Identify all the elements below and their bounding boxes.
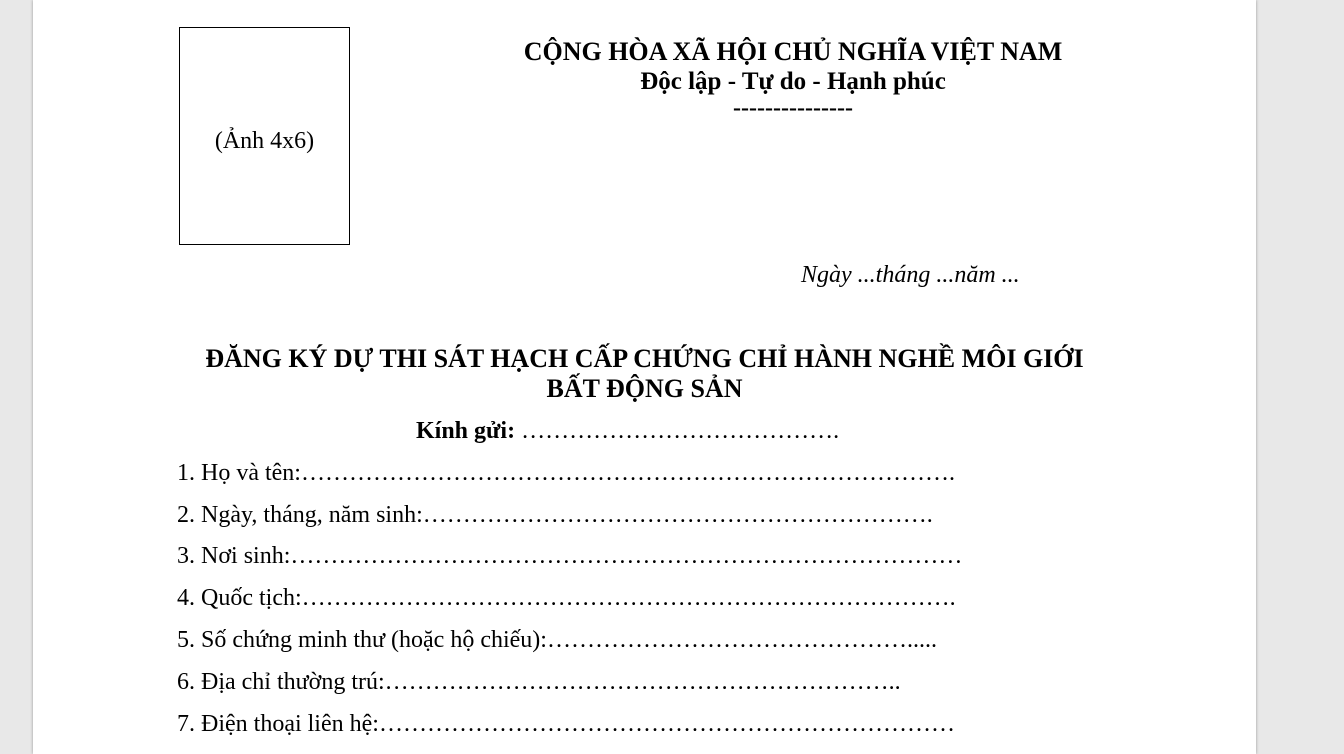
national-motto: Độc lập - Tự do - Hạnh phúc [640,68,946,95]
document-page [33,0,1256,754]
field-permanent-address[interactable]: 6. Địa chỉ thường trú:……………………………………………………….. [177,669,901,695]
date-line: Ngày ...tháng ...năm ... [801,262,1020,288]
form-title-line-1: ĐĂNG KÝ DỰ THI SÁT HẠCH CẤP CHỨNG CHỈ HÀNH NGHỀ MÔI GIỚI [205,344,1084,373]
photo-placeholder-box [179,27,350,245]
form-title-line-2: BẤT ĐỘNG SẢN [546,374,743,403]
recipient-line [416,418,839,445]
field-nationality[interactable]: 4. Quốc tịch:………………………………………………………………………. [177,585,956,611]
field-phone[interactable]: 7. Điện thoại liên hệ:……………………………………………………………… [177,711,955,737]
field-id-number[interactable]: 5. Số chứng minh thư (hoặc hộ chiếu):………………………………………..... [177,627,937,653]
field-full-name[interactable]: 1. Họ và tên:………………………………………………………………………. [177,460,955,486]
photo-label: (Ảnh 4x6) [214,128,315,154]
field-date-of-birth[interactable]: 2. Ngày, tháng, năm sinh:………………………………………………………. [177,502,933,528]
recipient-label: Kính gửi: [416,418,516,444]
field-place-of-birth[interactable]: 3. Nơi sinh:………………………………………………………………………… [177,543,963,569]
header-divider: --------------- [733,95,853,121]
national-title: CỘNG HÒA XÃ HỘI CHỦ NGHĨA VIỆT NAM [523,37,1063,66]
recipient-blank[interactable]: …………………………………. [515,418,840,444]
